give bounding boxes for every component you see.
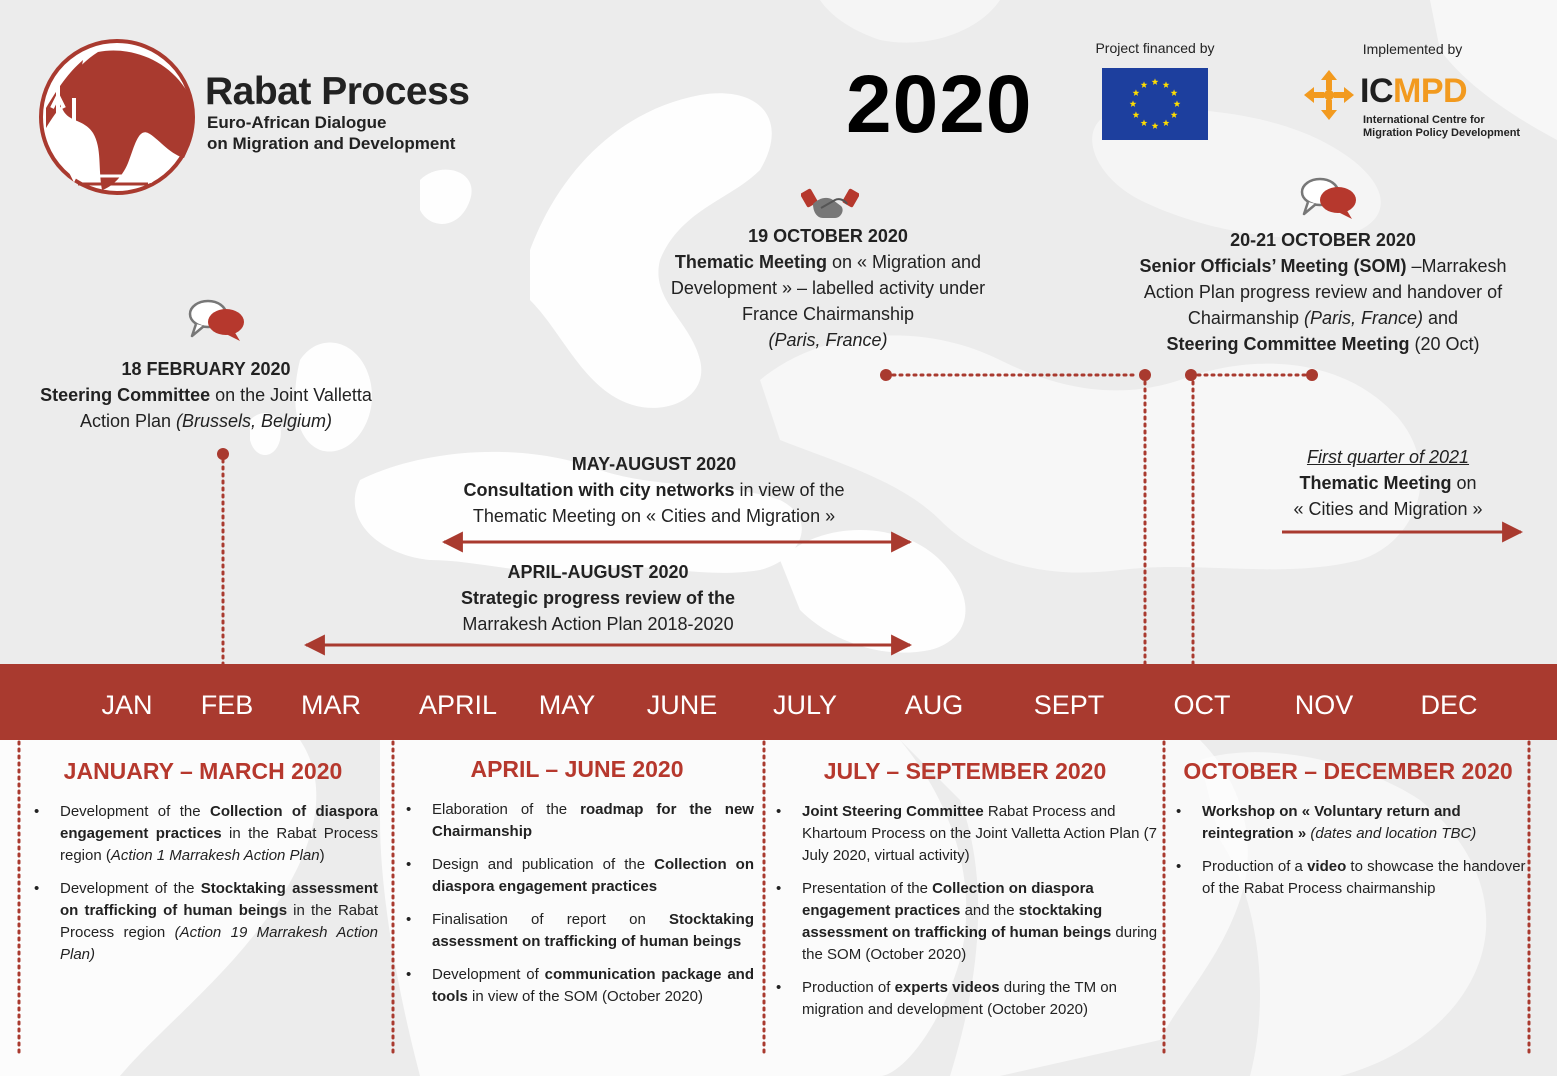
financed-label: Project financed by: [1095, 40, 1215, 56]
event-line2: Action Plan: [79, 411, 176, 431]
event-location: (Brussels, Belgium): [176, 411, 333, 431]
event-location: (Paris, France): [768, 330, 888, 350]
quarter-list: [400, 799, 754, 1008]
quarter-title: OCTOBER – DECEMBER 2020: [1183, 758, 1513, 784]
quarter-list: [28, 801, 378, 966]
month-june: JUNE: [646, 690, 718, 720]
event-line3b: and: [1423, 308, 1459, 328]
list-item: • Joint Steering Committee Rabat Process and Khartoum Process on the Joint Valletta Action Plan (7 July 2020, virtual activity): [770, 801, 1160, 867]
quarter-q2: [400, 756, 754, 1019]
list-item: • Design and publication of the Collection on diaspora engagement practices: [400, 854, 754, 898]
event-apr-aug-review: [398, 559, 798, 637]
event-line2: « Cities and Migration »: [1293, 499, 1483, 519]
icmpd-subtitle-line2: Migration Policy Development: [1363, 127, 1521, 139]
oct19-connector: [880, 369, 1151, 664]
handshake-icon: [801, 184, 859, 226]
event-location: (Paris, France): [1303, 308, 1424, 328]
event-feb-steering-committee: [10, 356, 402, 434]
icmpd-name-prefix: IC: [1360, 72, 1393, 110]
list-item: • Elaboration of the roadmap for the new Chairmanship: [400, 799, 754, 843]
event-line3: France Chairmanship: [741, 304, 915, 324]
event-title-rest: on « Migration and: [826, 252, 982, 272]
event-date: First quarter of 2021: [1306, 447, 1470, 467]
list-item: • Presentation of the Collection on diaspora engagement practices and the stocktaking assessment on trafficking of human beings during the SOM (October 2020): [770, 878, 1160, 966]
list-item: • Finalisation of report on Stocktaking assessment on trafficking of human beings: [400, 909, 754, 953]
quarter-list: [770, 801, 1160, 1021]
quarter-title: JULY – SEPTEMBER 2020: [823, 758, 1107, 784]
event-date: 20-21 OCTOBER 2020: [1230, 230, 1416, 250]
event-title-bold: Thematic Meeting: [1299, 473, 1452, 493]
month-feb: FEB: [200, 690, 254, 720]
month-may: MAY: [538, 690, 596, 720]
month-mar: MAR: [301, 690, 361, 720]
event-may-aug-consultation: [424, 451, 884, 529]
list-item: • Development of communication package and tools in view of the SOM (October 2020): [400, 964, 754, 1008]
speech-bubbles-icon-feb: [188, 298, 246, 344]
event-date: APRIL-AUGUST 2020: [507, 562, 689, 582]
icmpd-name-accent: MPD: [1393, 72, 1468, 110]
list-item: • Development of the Stocktaking assessment on trafficking of human beings in the Rabat Process region (Action 19 Marrakesh Action Plan): [28, 878, 378, 966]
event-line3a: Chairmanship: [1187, 308, 1304, 328]
event-title-rest: in view of the: [734, 480, 845, 500]
month-nov: NOV: [1294, 690, 1354, 720]
event-q1-2021-thematic: [1258, 444, 1518, 522]
month-sept: SEPT: [1033, 690, 1105, 720]
event-oct2021-som: [1110, 227, 1536, 357]
quarter-q1: [28, 758, 378, 977]
event-oct19-thematic-meeting: [628, 223, 1028, 353]
list-item: • Production of a video to showcase the handover of the Rabat Process chairmanship: [1170, 856, 1526, 900]
list-item: • Production of experts videos during the TM on migration and development (October 2020): [770, 977, 1160, 1021]
event-title-bold: Thematic Meeting: [674, 252, 827, 272]
event-line4-rest: (20 Oct): [1409, 334, 1480, 354]
event-title-bold: Steering Committee: [40, 385, 211, 405]
event-title-rest: on the Joint Valletta: [210, 385, 372, 405]
quarter-q4: [1170, 758, 1526, 911]
event-line2: Development » – labelled activity under: [670, 278, 986, 298]
implemented-label: Implemented by: [1362, 41, 1463, 57]
event-title-rest: on: [1451, 473, 1477, 493]
event-title-rest: –Marrakesh: [1406, 256, 1507, 276]
event-line2: Action Plan progress review and handover of: [1143, 282, 1503, 302]
quarter-title: JANUARY – MARCH 2020: [63, 758, 343, 784]
event-date: 18 FEBRUARY 2020: [121, 359, 291, 379]
list-item: • Workshop on « Voluntary return and reintegration » (dates and location TBC): [1170, 801, 1526, 845]
feb-connector: [217, 448, 229, 664]
quarter-list: [1170, 801, 1526, 900]
event-line1: Strategic progress review of the: [460, 588, 736, 608]
list-item: • Development of the Collection of diaspora engagement practices in the Rabat Process region (Action 1 Marrakesh Action Plan): [28, 801, 378, 867]
month-april: APRIL: [418, 690, 498, 720]
event-date: MAY-AUGUST 2020: [571, 454, 737, 474]
event-line4-bold: Steering Committee Meeting: [1166, 334, 1410, 354]
month-aug: AUG: [904, 690, 964, 720]
month-dec: DEC: [1420, 690, 1478, 720]
year-heading: 2020: [846, 59, 1033, 150]
quarter-title: APRIL – JUNE 2020: [470, 756, 684, 782]
event-line2: Marrakesh Action Plan 2018-2020: [462, 614, 734, 634]
speech-bubbles-icon-oct: [1300, 176, 1358, 222]
month-july: JULY: [772, 690, 838, 720]
quarter-q3: [770, 758, 1160, 1032]
event-title-bold: Consultation with city networks: [463, 480, 735, 500]
icmpd-subtitle-line1: International Centre for: [1363, 114, 1485, 126]
month-jan: JAN: [101, 690, 153, 720]
event-title-bold: Senior Officials’ Meeting (SOM): [1139, 256, 1407, 276]
logo-subtitle-line1: Euro-African Dialogue: [207, 113, 387, 132]
month-oct: OCT: [1173, 690, 1231, 720]
logo-title: Rabat Process: [205, 70, 470, 113]
event-date: 19 OCTOBER 2020: [748, 226, 908, 246]
logo-subtitle-line2: on Migration and Development: [207, 134, 456, 153]
event-line2: Thematic Meeting on « Cities and Migration »: [472, 506, 836, 526]
